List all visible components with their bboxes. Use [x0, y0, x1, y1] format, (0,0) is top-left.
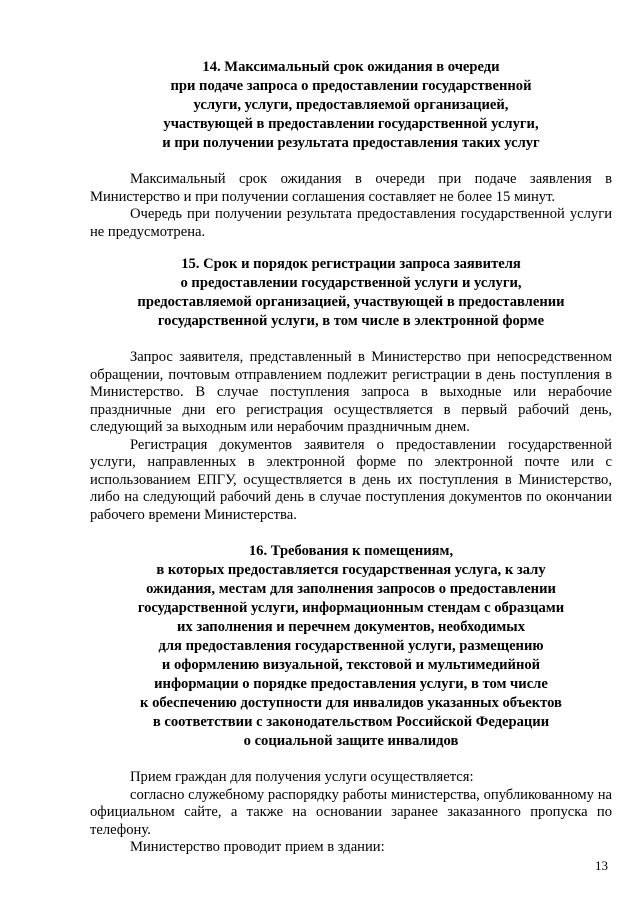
heading-line: услуги, услуги, предоставляемой организацией, — [193, 97, 509, 113]
section-14-paragraph: Максимальный срок ожидания в очереди при подаче заявления в Министерство и при получении соглашения составляет не более 15 минут. — [90, 171, 612, 205]
heading-line: о предоставлении государственной услуги и услуги, — [180, 275, 522, 291]
section-15-paragraph: Регистрация документов заявителя о предоставлении государственной услуги, направленных в электронной форме по электронной почте или с использованием ЕПГУ, осуществляется в день их поступления в Министерство, либо на следующий рабочий день в случае поступления документов по окончании рабочего времени Министерства. — [90, 436, 612, 523]
heading-line: к обеспечению доступности для инвалидов указанных объектов — [140, 695, 562, 711]
page-number: 13 — [595, 858, 608, 873]
section-16-paragraph: Прием граждан для получения услуги осуществляется: — [130, 769, 474, 785]
section-16-paragraph: Министерство проводит прием в здании: — [130, 839, 385, 855]
heading-line: информации о порядке предоставления услуги, в том числе — [154, 676, 548, 692]
heading-line: в которых предоставляется государственная услуга, к залу — [156, 562, 546, 578]
section-16-heading — [90, 542, 612, 751]
heading-line: для предоставления государственной услуги, размещению — [158, 638, 544, 654]
heading-line: государственной услуги, в том числе в электронной форме — [157, 313, 545, 329]
heading-line: и при получении результата предоставления таких услуг — [162, 135, 540, 151]
heading-line: предоставляемой организацией, участвующей в предоставлении — [137, 294, 565, 310]
page-content — [90, 58, 612, 857]
section-14-paragraph: Очередь при получении результата предоставления государственной услуги не предусмотрена. — [90, 206, 612, 240]
heading-line: 14. Максимальный срок ожидания в очереди — [202, 59, 500, 75]
heading-line: участвующей в предоставлении государственной услуги, — [163, 116, 539, 132]
heading-line: государственной услуги, информационным стендам с образцами — [137, 600, 565, 616]
heading-line: в соответствии с законодательством Российской Федерации — [152, 714, 550, 730]
section-15-paragraph: Запрос заявителя, представленный в Министерство при непосредственном обращении, почтовым отправлением подлежит регистрации в день поступления в Министерство. В случае поступления запроса в выходные или нерабочие праздничные дни его регистрация осуществляется в первый рабочий день, следующий за выходным или нерабочим праздничным днем. — [90, 349, 612, 435]
heading-line: о социальной защите инвалидов — [243, 733, 459, 749]
section-15-heading — [90, 255, 612, 331]
heading-line: их заполнения и перечнем документов, необходимых — [176, 619, 525, 635]
heading-line: ожидания, местам для заполнения запросов о предоставлении — [146, 581, 556, 597]
heading-line: 16. Требования к помещениям, — [248, 543, 454, 559]
heading-line: и оформлению визуальной, текстовой и мультимедийной — [161, 657, 541, 673]
section-16-paragraph: согласно служебному распорядку работы министерства, опубликованному на официальном сайте, а также на основании заранее заказанного пропуска по телефону. — [90, 786, 612, 838]
section-14-heading — [90, 58, 612, 153]
heading-line: 15. Срок и порядок регистрации запроса заявителя — [181, 256, 521, 272]
heading-line: при подаче запроса о предоставлении государственной — [170, 78, 532, 94]
